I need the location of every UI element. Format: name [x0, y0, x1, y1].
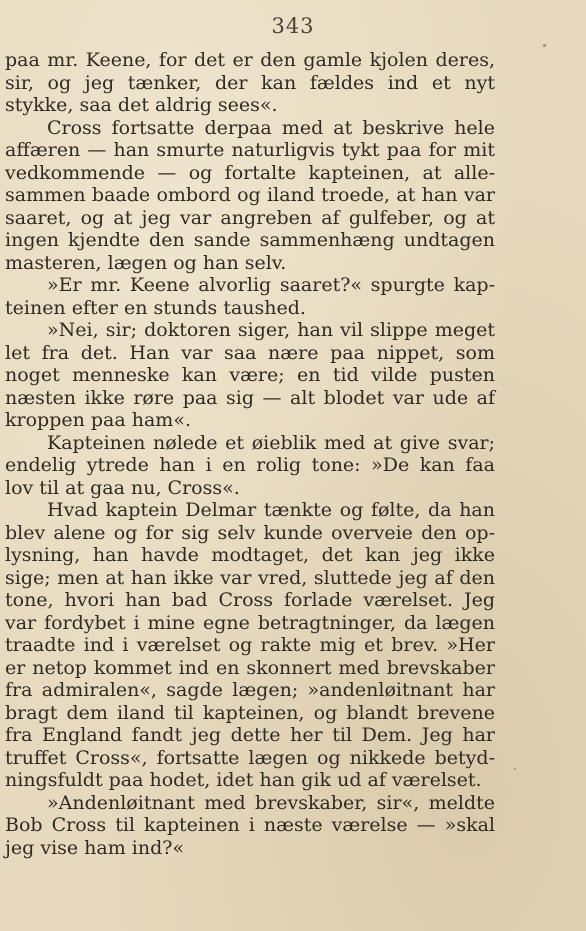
text-line: fra England fandt jeg dette her til Dem. Jeg har	[5, 724, 495, 746]
text-line: tone, hvori han bad Cross forlade værelset. Jeg	[5, 589, 495, 611]
text-line: var fordybet i mine egne betragtninger, da lægen	[5, 611, 495, 634]
text-line: truffet Cross«, fortsatte lægen og nikkede betyd-	[5, 746, 495, 769]
text-line: lysning, han havde modtaget, det kan jeg ikke	[5, 544, 495, 566]
text-line: stykke, saa det aldrig sees«.	[5, 94, 278, 116]
text-line: lov til at gaa nu, Cross«.	[5, 476, 240, 499]
text-line: næsten ikke røre paa sig — alt blodet var ude af	[5, 386, 495, 409]
text-line: Bob Cross til kapteinen i næste værelse — »skal	[5, 814, 495, 836]
text-line: paa mr. Keene, for det er den gamle kjolen deres,	[5, 49, 495, 71]
text-line: traadte ind i værelset og rakte mig et brev. »Her	[5, 634, 495, 656]
text-line: masteren, lægen og han selv.	[5, 251, 287, 274]
paper-speck	[543, 44, 546, 47]
text-line: sammen baade ombord og iland troede, at han var	[5, 184, 495, 206]
text-line: affæren — han smurte naturligvis tykt paa for mit	[5, 139, 495, 161]
text-line: »Er mr. Keene alvorlig saaret?« spurgte kap-	[47, 274, 495, 296]
text-line: blev alene og for sig selv kunde overveie den op-	[5, 521, 495, 544]
text-line: endelig ytrede han i en rolig tone: »De kan faa	[5, 454, 495, 476]
paper-speck	[514, 768, 516, 770]
text-line: »Andenløitnant med brevskaber, sir«, meldte	[47, 791, 495, 814]
text-line: Hvad kaptein Delmar tænkte og følte, da han	[47, 499, 495, 521]
text-line: »Nei, sir; doktoren siger, han vil slippe meget	[47, 319, 495, 341]
text-line: saaret, og at jeg var angreben af gulfeber, og at	[5, 206, 495, 229]
text-line: teinen efter en stunds taushed.	[5, 296, 306, 319]
text-line: kroppen paa ham«.	[5, 409, 191, 431]
text-line: fra admiralen«, sagde lægen; »andenløitnant har	[5, 679, 495, 701]
text-line: Kapteinen nølede et øieblik med at give svar;	[47, 431, 495, 454]
text-line: bragt dem iland til kapteinen, og blandt brevene	[5, 701, 495, 724]
text-line: er netop kommet ind en skonnert med brevskaber	[5, 656, 495, 679]
text-line: noget menneske kan være; en tid vilde pusten	[5, 364, 495, 386]
text-line: Cross fortsatte derpaa med at beskrive hele	[47, 116, 495, 139]
body-text	[5, 49, 495, 859]
text-line: jeg vise ham ind?«	[5, 836, 185, 859]
text-line: sir, og jeg tænker, der kan fældes ind et nyt	[5, 71, 495, 94]
text-line: sige; men at han ikke var vred, sluttede jeg af den	[5, 566, 495, 589]
page-number: 343	[271, 14, 315, 38]
text-line: let fra det. Han var saa nære paa nippet, som	[5, 341, 495, 364]
text-line: ningsfuldt paa hodet, idet han gik ud af værelset.	[5, 769, 482, 791]
text-line: vedkommende — og fortalte kapteinen, at alle-	[5, 161, 495, 184]
text-line: ingen kjendte den sande sammenhæng undtagen	[5, 229, 495, 251]
